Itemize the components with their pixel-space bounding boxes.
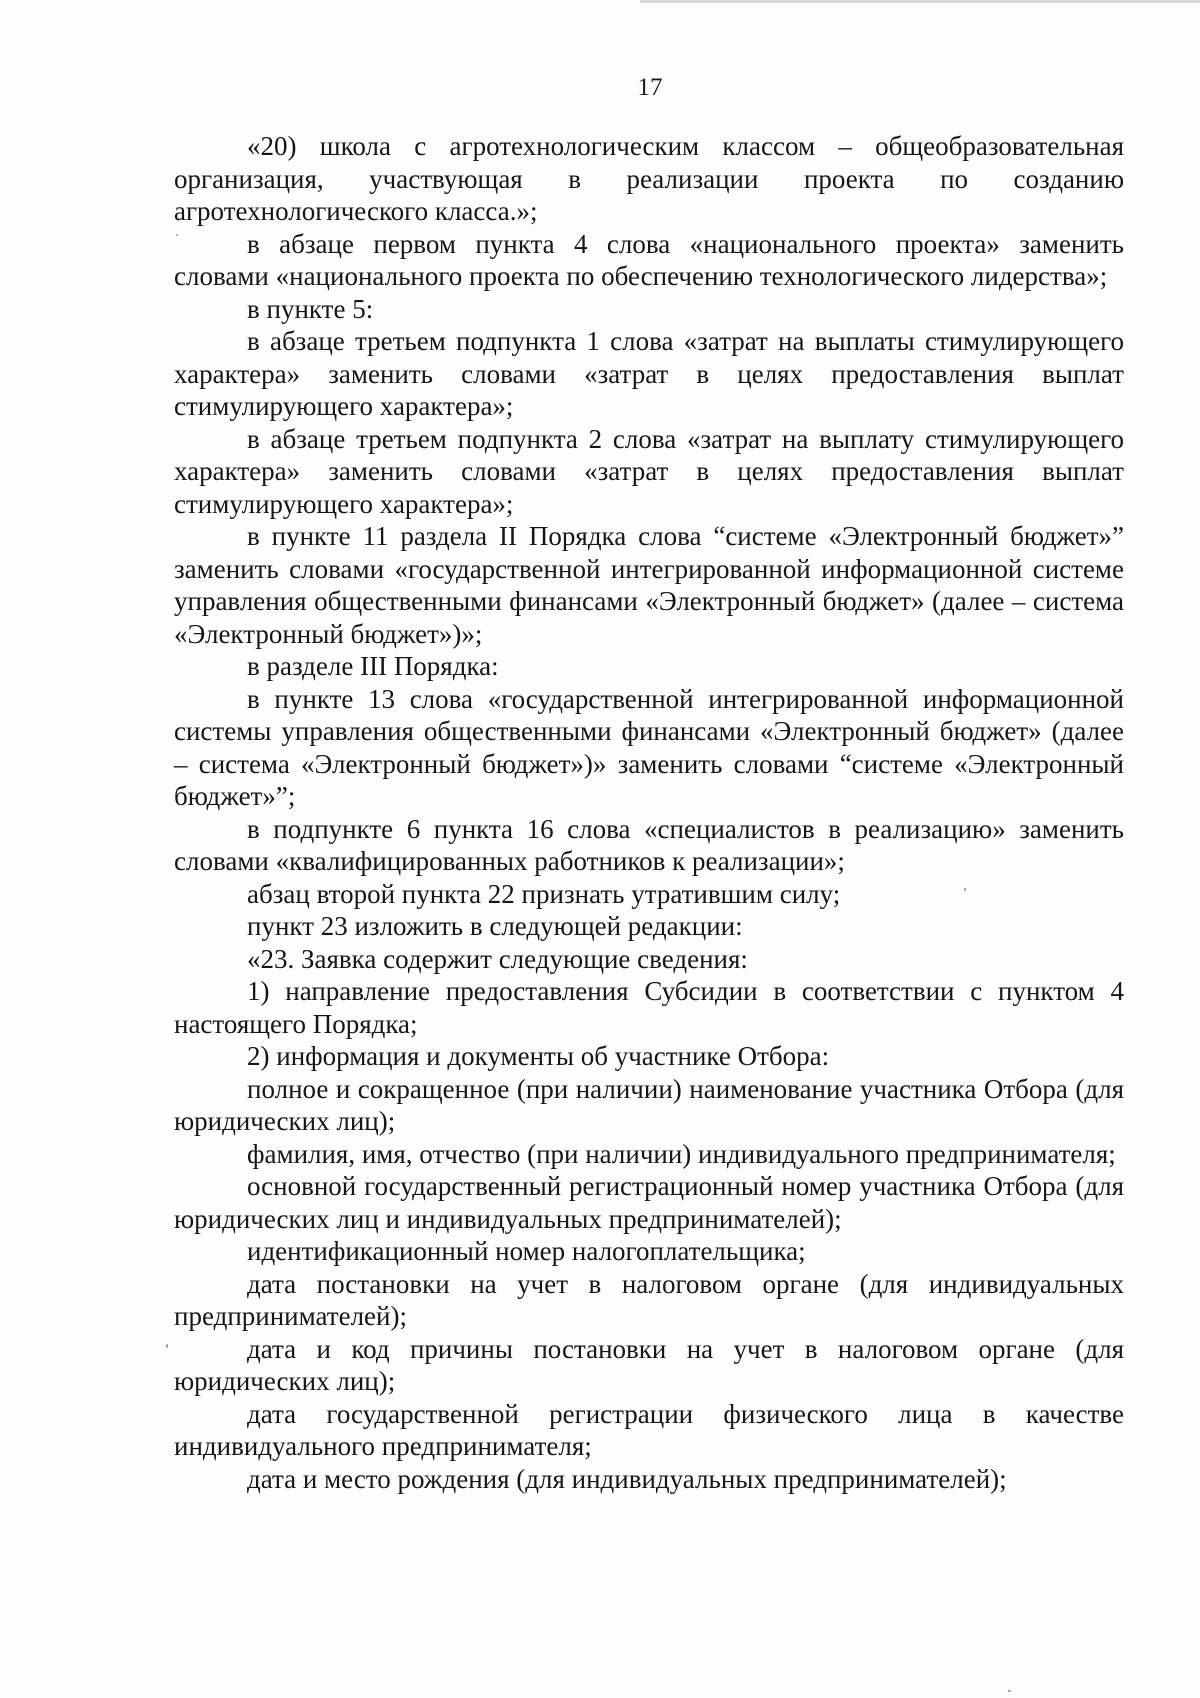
paragraph: в пункте 13 слова «государственной интегрированной информационной системы управления общественными финансами «Электронный бюджет» (далее – система «Электронный бюджет»)» заменить словами “системе «Электронный бюджет»”; — [174, 683, 1124, 811]
paragraph: 2) информация и документы об участнике Отбора: — [247, 1041, 830, 1071]
scan-edge-shadow — [640, 0, 1200, 3]
paragraph: абзац второй пункта 22 признать утратившим силу; — [247, 878, 841, 909]
paragraph: «23. Заявка содержит следующие сведения: — [247, 943, 748, 974]
paragraph: основной государственный регистрационный номер участника Отбора (для юридических лиц и индивидуальных предпринимателей); — [174, 1171, 1124, 1234]
paragraph: в абзаце третьем подпункта 1 слова «затрат на выплаты стимулирующего характера» заменить словами «затрат в целях предоставления выплат стимулирующего характера»; — [174, 326, 1124, 421]
paragraph: в подпункте 6 пункта 16 слова «специалистов в реализацию» заменить словами «квалифицированных работников к реализации»; — [174, 813, 1124, 876]
paragraph: «20) школа с агротехнологическим классом – общеобразовательная организация, участвующая в реализации проекта по созданию агротехнологического класса.»; — [174, 131, 1124, 226]
paragraph: в пункте 11 раздела II Порядка слова “системе «Электронный бюджет»” заменить словами «государственной интегрированной информационной системе управления общественными финансами «Электронный бюджет» (далее – система «Электронный бюджет»)»; — [174, 521, 1124, 649]
paragraph: фамилия, имя, отчество (при наличии) индивидуального предпринимателя; — [247, 1138, 1116, 1169]
scan-speck — [1008, 1690, 1011, 1692]
paragraph: в разделе III Порядка: — [247, 651, 499, 681]
paragraph: дата и код причины постановки на учет в налоговом органе (для юридических лиц); — [174, 1333, 1124, 1396]
paragraph: идентификационный номер налогоплательщика; — [247, 1236, 806, 1266]
page-number: 17 — [637, 74, 663, 101]
paragraph: дата и место рождения (для индивидуальных предпринимателей); — [247, 1463, 1007, 1494]
paragraph: полное и сокращенное (при наличии) наименование участника Отбора (для юридических лиц); — [174, 1073, 1124, 1136]
paragraph: дата постановки на учет в налоговом органе (для индивидуальных предпринимателей); — [174, 1268, 1124, 1331]
document-body — [174, 130, 1124, 1495]
scan-speck — [964, 888, 966, 891]
paragraph: в абзаце третьем подпункта 2 слова «затрат на выплату стимулирующего характера» заменить словами «затрат в целях предоставления выплат стимулирующего характера»; — [174, 423, 1124, 519]
paragraph: в абзаце первом пункта 4 слова «национального проекта» заменить словами «национального проекта по обеспечению технологического лидерства»; — [174, 228, 1124, 291]
scan-speck — [176, 234, 178, 236]
paragraph: дата государственной регистрации физического лица в качестве индивидуального предпринимателя; — [174, 1398, 1124, 1461]
scan-speck — [166, 1344, 168, 1348]
paragraph: пункт 23 изложить в следующей редакции: — [247, 911, 743, 941]
paragraph: 1) направление предоставления Субсидии в соответствии с пунктом 4 настоящего Порядка; — [174, 976, 1124, 1039]
paragraph: в пункте 5: — [247, 293, 374, 324]
